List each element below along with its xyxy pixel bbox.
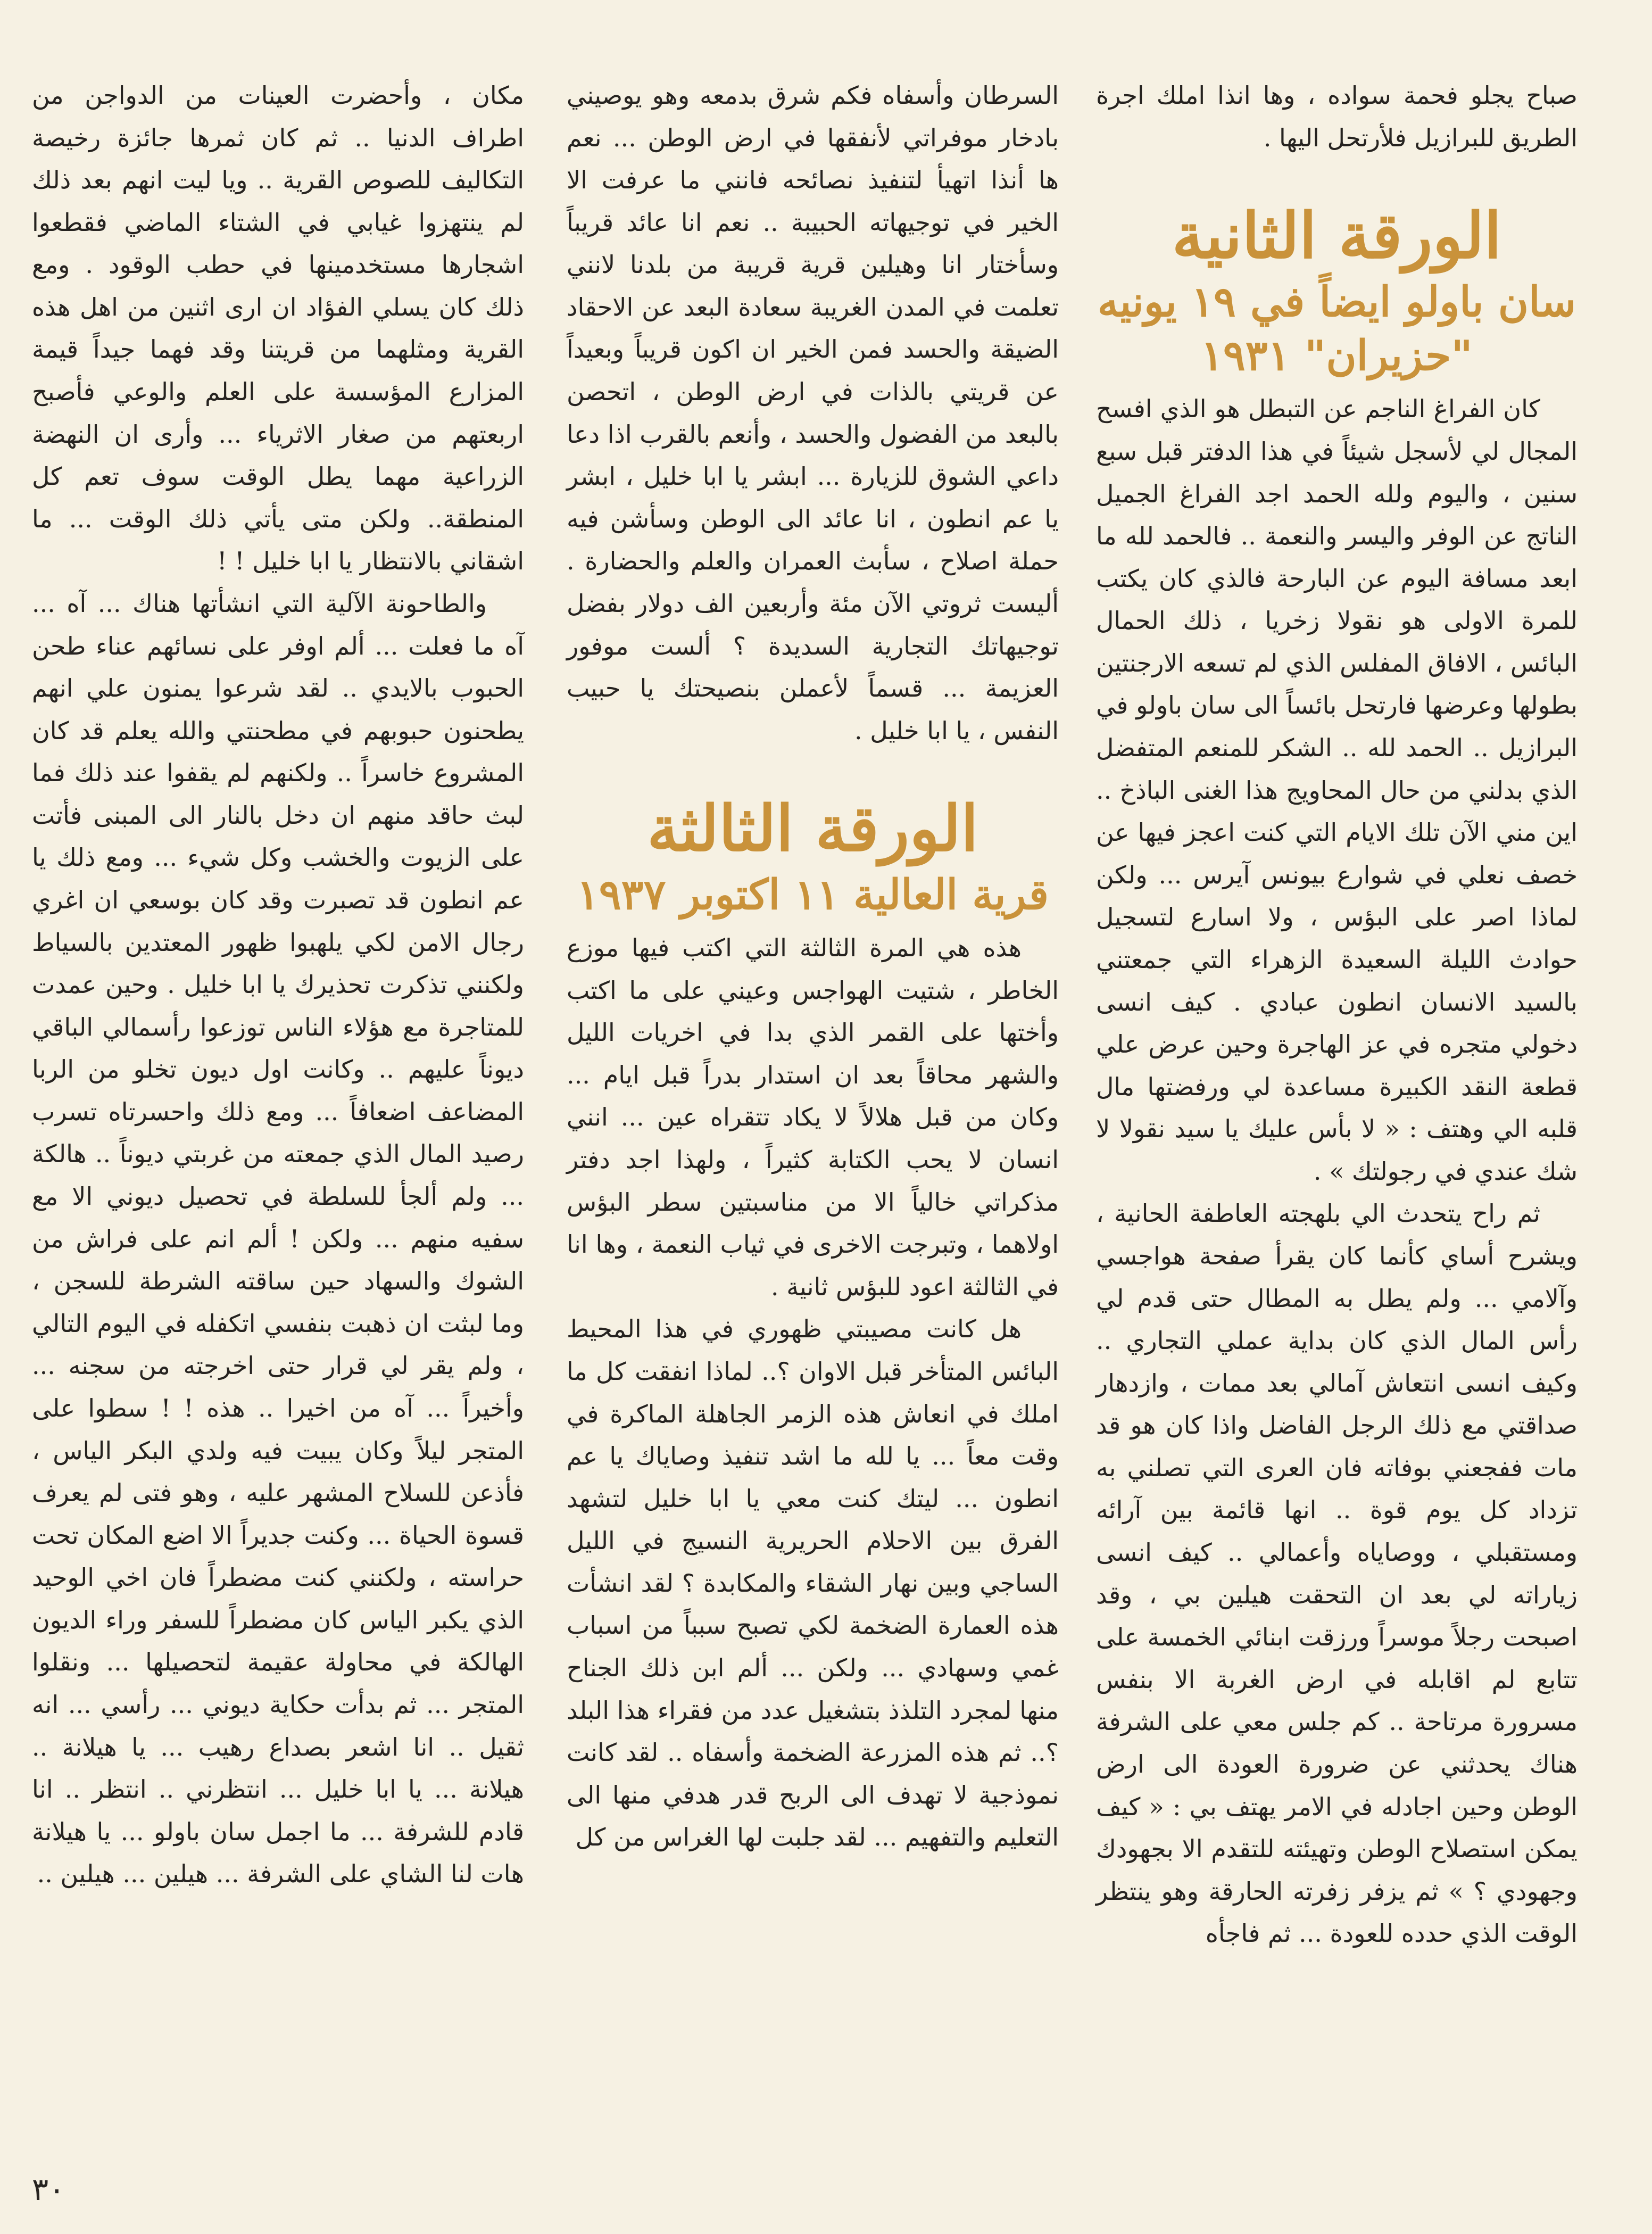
page-number: ٣٠ bbox=[32, 2171, 65, 2207]
heading-title: الورقة الثالثة bbox=[647, 791, 978, 866]
heading-subtitle: قرية العالية ١١ اكتوبر ١٩٣٧ bbox=[576, 870, 1049, 919]
body-paragraph: السرطان وأسفاه فكم شرق بدمعه وهو يوصيني بادخار موفراتي لأنفقها في ارض الوطن ... نعم ها أنذا اتهيأ لتنفيذ نصائحه فانني ما عرفت الا الخير في توجيهاته الحبيبة .. نعم انا عائد قريباً وسأختار انا وهيلين قرية قريبة من بلدنا لانني تعلمت في المدن الغريبة سعادة البعد عن الاحقاد الضيقة والحسد فمن الخير ان اكون قريباً وبعيداً عن قريتي بالذات في ارض الوطن ، اتحصن بالبعد من الفضول والحسد ، وأنعم بالقرب اذا دعا داعي الشوق للزيارة ... ابشر يا ابا خليل ، ابشر يا عم انطون ، انا عائد الى الوطن وسأشن فيه حملة اصلاح ، سأبث العمران والعلم والحضارة . أليست ثروتي الآن مئة وأربعين الف دولار بفضل توجيهاتك التجارية السديدة ؟ ألست موفور العزيمة ... قسماً لأعملن بنصيحتك يا حبيب النفس ، يا ابا خليل . bbox=[567, 81, 1059, 745]
section-heading-second-page bbox=[1096, 196, 1578, 383]
body-paragraph: هل كانت مصيبتي ظهوري في هذا المحيط البائس المتأخر قبل الاوان ؟.. لماذا انفقت كل ما املك في انعاش هذه الزمر الجاهلة الماكرة في وقت معاً ... يا لله ما اشد تنفيذ وصاياك يا عم انطون ... ليتك كنت معي يا ابا خليل لتشهد الفرق بين الاحلام الحريرية النسيج في الليل الساجي وبين نهار الشقاء والمكابدة ؟ لقد انشأت هذه العمارة الضخمة لكي تصبح سبباً من اسباب غمي وسهادي ... ولكن ... ألم ابن ذلك الجناح منها لمجرد التلذذ بتشغيل عدد من فقراء هذا البلد ؟.. ثم هذه المزرعة الضخمة وأسفاه .. لقد كانت نموذجية لا تهدف الى الربح قدر هدفي منها الى التعليم والتفهيم ... لقد جلبت لها الغراس من كل bbox=[567, 1314, 1059, 1852]
middle-column bbox=[567, 75, 1059, 1859]
body-paragraph: كان الفراغ الناجم عن التبطل هو الذي افسح المجال لي لأسجل شيئاً في هذا الدفتر قبل سبع سنين ، واليوم ولله الحمد اجد الفراغ الجميل الناتج عن الوفر واليسر والنعمة .. فالحمد لله ما ابعد مسافة اليوم عن البارحة فالذي كان يكتب للمرة الاولى هو نقولا زخريا ، ذلك الحمال البائس ، الافاق المفلس الذي لم تسعه الارجنتين بطولها وعرضها فارتحل بائساً الى سان باولو في البرازيل .. الحمد لله .. الشكر للمنعم المتفضل الذي بدلني من حال المحاويج هذا الغنى الباذخ .. اين مني الآن تلك الايام التي كنت اعجز فيها عن خصف نعلي في شوارع بيونس آيرس ... ولكن لماذا اصر على البؤس ، ولا اسارع لتسجيل حوادث الليلة السعيدة الزهراء التي جمعتني بالسيد الانسان انطون عبادي . كيف انسى دخولي متجره في عز الهاجرة وحين عرض علي قطعة النقد الكبيرة مساعدة لي ورفضتها مال قلبه الي وهتف : « لا بأس عليك يا سيد نقولا لا شك عندي في رجولتك » . bbox=[1096, 394, 1578, 1186]
right-intro-paragraph: صباح يجلو فحمة سواده ، وها انذا املك اجرة الطريق للبرازيل فلأرتحل اليها . bbox=[1096, 81, 1578, 152]
section-heading-third-page bbox=[567, 789, 1059, 922]
right-column bbox=[1096, 75, 1578, 1955]
body-paragraph: مكان ، وأحضرت العينات من الدواجن من اطراف الدنيا .. ثم كان ثمرها جائزة رخيصة التكاليف للصوص القرية .. ويا ليت انهم بعد ذلك لم ينتهزوا غيابي في الشتاء الماضي فقطعوا اشجارها مستخدمينها في حطب الوقود . ومع ذلك كان يسلي الفؤاد ان ارى اثنين من اهل هذه القرية ومثلهما من قريتنا وقد فهما جيداً قيمة المزارع المؤسسة على العلم والوعي فأصبح اربعتهم من صغار الاثرياء ... وأرى ان النهضة الزراعية مهما يطل الوقت سوف تعم كل المنطقة.. ولكن متى يأتي ذلك الوقت ... ما اشقاني بالانتظار يا ابا خليل ! ! bbox=[32, 81, 524, 576]
heading-subtitle: سان باولو ايضاً في ١٩ يونيه "حزيران" ١٩٣١ bbox=[1097, 277, 1576, 380]
left-column bbox=[32, 75, 524, 1896]
body-paragraph: ثم راح يتحدث الي بلهجته العاطفة الحانية ، ويشرح أساي كأنما كان يقرأ صفحة هواجسي وآلامي ... ولم يطل به المطال حتى قدم لي رأس المال الذي كان بداية عملي التجاري .. وكيف انسى انتعاش آمالي بعد ممات ، وازدهار صداقتي مع ذلك الرجل الفاضل واذا كان هو قد مات ففجعني بوفاته فان العرى التي تصلني به تزداد كل يوم قوة .. انها قائمة بين آرائه ومستقبلي ، ووصاياه وأعمالي .. كيف انسى زياراته لي بعد ان التحقت هيلين بي ، وقد اصبحت رجلاً موسراً ورزقت ابنائي الخمسة على تتابع لم اقابله في ارض الغربة الا بنفس مسرورة مرتاحة .. كم جلس معي على الشرفة هناك يحدثني عن ضرورة العودة الى ارض الوطن وحين اجادله في الامر يهتف بي : « كيف يمكن استصلاح الوطن وتهيئته للتقدم الا بجهودك وجهودي ؟ » ثم يزفر زفرته الحارقة وهو ينتظر الوقت الذي حدده للعودة ... ثم فاجأه bbox=[1096, 1199, 1578, 1948]
heading-title: الورقة الثانية bbox=[1172, 198, 1502, 273]
body-paragraph: هذه هي المرة الثالثة التي اكتب فيها موزع الخاطر ، شتيت الهواجس وعيني على ما اكتب وأختها على القمر الذي بدا في اخريات الليل والشهر محاقاً بعد ان استدار بدراً قبل ايام ... وكان من قبل هلالاً لا يكاد تتقراه عين ... انني انسان لا يحب الكتابة كثيراً ، ولهذا اجد دفتر مذكراتي خالياً الا من مناسبتين سطر البؤس اولاهما ، وتبرجت الاخرى في ثياب النعمة ، وها انا في الثالثة اعود للبؤس ثانية . bbox=[567, 933, 1059, 1301]
body-paragraph: والطاحونة الآلية التي انشأتها هناك ... آه ... آه ما فعلت ... ألم اوفر على نسائهم عناء طحن الحبوب بالايدي .. لقد شرعوا يمنون علي انهم يطحنون حبوبهم في مطحنتي والله يعلم قد كان المشروع خاسراً .. ولكنهم لم يقفوا عند ذلك فما لبث حاقد منهم ان دخل بالنار الى المبنى فأتت على الزيوت والخشب وكل شيء ... ومع ذلك يا عم انطون قد تصبرت وقد كان بوسعي ان اغري رجال الامن لكي يلهبوا ظهور المعتدين بالسياط ولكنني تذكرت تحذيرك يا ابا خليل . وحين عمدت للمتاجرة مع هؤلاء الناس توزعوا رأسمالي الباقي ديوناً عليهم .. وكانت اول ديون تخلو من الربا المضاعف اضعافاً ... ومع ذلك واحسرتاه تسرب رصيد المال الذي جمعته من غربتي ديوناً .. هالكة ... ولم ألجأ للسلطة في تحصيل ديوني الا مع سفيه منهم ... ولكن ! ألم انم على فراش من الشوك والسهاد حين ساقته الشرطة للسجن ، وما لبثت ان ذهبت بنفسي اتكفله في اليوم التالي ، ولم يقر لي قرار حتى اخرجته من سجنه ... وأخيراً ... آه من اخيرا .. هذه ! ! سطوا على المتجر ليلاً وكان يبيت فيه ولدي البكر الياس ، فأذعن للسلاح المشهر عليه ، وهو فتى لم يعرف قسوة الحياة ... وكنت جديراً الا اضع المكان تحت حراسته ، ولكنني كنت مضطراً فان اخي الوحيد الذي يكبر الياس كان مضطراً للسفر وراء الديون الهالكة في محاولة عقيمة لتحصيلها ... ونقلوا المتجر ... ثم بدأت حكاية ديوني ... رأسي ... انه ثقيل .. انا اشعر بصداع رهيب ... يا هيلانة .. هيلانة ... يا ابا خليل ... انتظرني .. انتظر .. انا قادم للشرفة ... ما اجمل سان باولو ... يا هيلانة هات لنا الشاي على الشرفة ... هيلين ... هيلين .. bbox=[32, 589, 524, 1889]
